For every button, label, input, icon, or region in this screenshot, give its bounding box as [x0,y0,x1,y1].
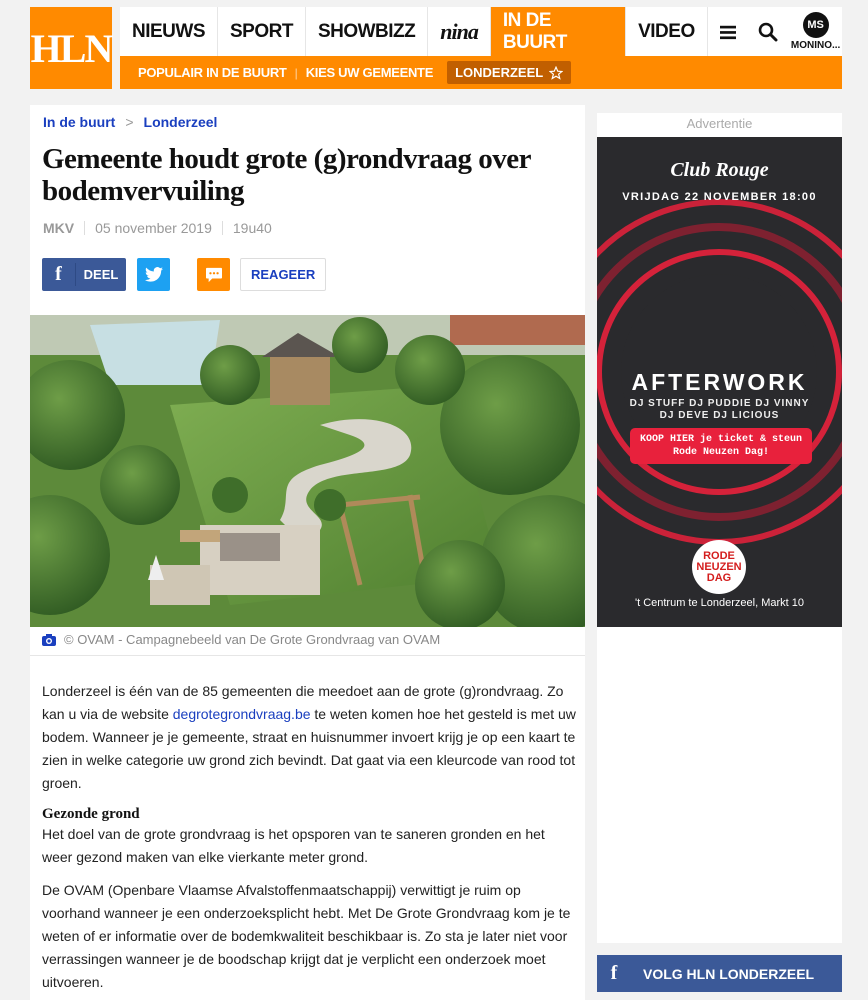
ad-date: VRIJDAG 22 NOVEMBER 18:00 [622,191,817,203]
hln-logo[interactable]: HLN [30,7,112,89]
advertisement-banner[interactable] [597,137,842,627]
tab-video[interactable]: VIDEO [626,7,708,56]
subnav-separator: | [294,65,298,80]
twitter-icon [145,267,163,282]
ad-label: Advertentie [686,116,753,131]
tab-showbizz[interactable]: SHOWBIZZ [306,7,428,56]
share-bar [42,258,326,291]
rode-neuzen-dag-logo: RODE NEUZEN DAG [692,540,746,594]
main-nav [120,7,842,56]
hamburger-icon[interactable] [708,7,748,56]
meta-divider [222,221,223,235]
subnav-populair[interactable]: POPULAIR IN DE BUURT [138,65,287,80]
paragraph-1-end: te weten komen hoe het gesteld is met uw bodem. Wanneer je je gemeente, straat en huisnummer invoert krijg je op een kaart te zien in welke categorie uw grond zich bevindt. Dat gaat via een kleurcode van rood tot groen. [42,706,576,791]
profile-menu[interactable] [789,7,842,56]
facebook-icon: f [42,263,76,286]
article-author: MKV [43,220,75,236]
ad-cta-rest: je ticket & steun Rode Neuzen Dag! [672,434,803,458]
star-icon[interactable] [549,66,563,80]
facebook-share-label: DEEL [83,267,119,282]
ad-cta-bold: KOOP HIER [639,434,694,445]
tab-nieuws[interactable]: NIEUWS [120,7,218,56]
comment-button[interactable] [197,258,230,291]
article-time: 19u40 [232,220,272,236]
search-icon[interactable] [748,7,789,56]
tab-in-de-buurt[interactable]: IN DE BUURT [491,7,626,56]
caption-text: © OVAM - Campagnebeeld van De Grote Grondvraag van OVAM [64,632,441,647]
avatar: MS [803,12,829,38]
article-title: Gemeente houdt grote (g)rondvraag over bodemvervuiling [42,143,531,207]
photo-caption [42,632,440,647]
twitter-share-button[interactable] [137,258,170,291]
paragraph-2: Het doel van de grote grondvraag is het opsporen van te saneren gronden en het weer gezond maken van elke vierkante meter grond. [42,826,545,865]
article-meta [43,220,272,236]
facebook-share-button[interactable] [42,258,126,291]
paragraph-3: De OVAM (Openbare Vlaamse Afvalstoffenmaatschappij) verwittigt je ruim op voorhand wanneer je een onderzoeksplicht hebt. Met De Grote Grondvraag kom je te weten of er informatie over de bodemkwaliteit beschikbaar is. Zo sta je later niet voor verrassingen wanneer je de boodschap krijgt dat je verplicht een onderzoek moet uitvoeren. [42,882,571,990]
facebook-icon: f [610,962,618,984]
subnav-current-label: LONDERZEEL [455,65,544,80]
ad-brand: Club Rouge [670,159,769,181]
subheading-gezonde-grond: Gezonde grond [42,806,140,822]
subnav-current-municipality[interactable] [447,61,571,84]
paragraph-1 [42,680,577,795]
tab-nina[interactable]: nina [428,7,491,56]
follow-label: VOLG HLN LONDERZEEL [643,965,815,982]
breadcrumb-in-de-buurt[interactable]: In de buurt [43,114,116,130]
ad-ticket-button[interactable] [630,428,812,464]
sidebar [597,113,842,943]
ad-address: 't Centrum te Londerzeel, Markt 10 [634,597,804,609]
comment-icon [205,267,223,283]
react-button[interactable]: REAGEER [240,258,326,291]
camera-icon [42,634,56,646]
follow-hln-londerzeel-button[interactable] [597,955,842,992]
article-date: 05 november 2019 [95,220,212,236]
website-link[interactable]: degrotegrondvraag.be [172,706,311,722]
breadcrumb [43,114,217,130]
tab-sport[interactable]: SPORT [218,7,306,56]
subnav-kies-gemeente[interactable]: KIES UW GEMEENTE [305,65,434,80]
meta-divider [84,221,85,235]
article-photo [30,315,585,627]
ad-djs: DJ STUFF DJ PUDDIE DJ VINNY DJ DEVE DJ LICIOUS [629,398,810,421]
article-body [42,680,577,1000]
paragraph-1-start: Londerzeel is één van de 85 gemeenten die meedoet aan de grote (g)rondvraag. Zo kan u via de website [42,683,564,722]
caption-divider [30,655,585,656]
sub-nav [120,56,842,89]
profile-name: MONINO... [790,40,841,51]
article [30,105,585,1000]
breadcrumb-londerzeel[interactable]: Londerzeel [143,114,218,130]
ad-headline: AFTERWORK [631,369,808,395]
breadcrumb-separator: > [125,114,134,130]
